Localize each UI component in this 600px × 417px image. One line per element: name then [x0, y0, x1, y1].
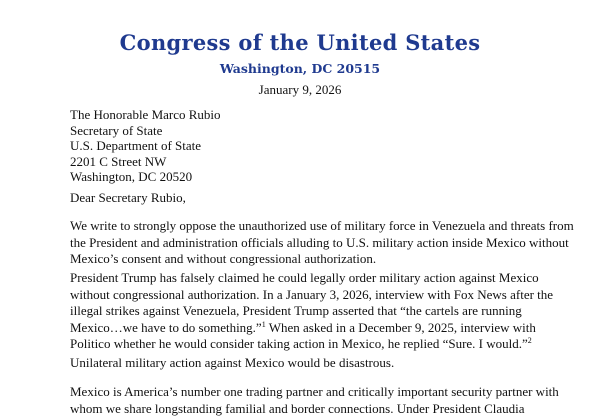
- letterhead-title: Congress of the United States: [0, 30, 600, 55]
- paragraph-line: [70, 320, 570, 337]
- footnote-ref-1[interactable]: 1: [262, 320, 266, 329]
- paragraph-line: Mexico’s consent and without congressional authorization.: [70, 251, 570, 268]
- paragraph-4: [70, 384, 570, 417]
- recipient-line: Washington, DC 20520: [70, 169, 221, 185]
- paragraph-line: President Trump has falsely claimed he could legally order military action against Mexico: [70, 270, 570, 287]
- paragraph-2: [70, 270, 570, 353]
- text-fragment: Politico whether he would consider taking action in Mexico, he replied “Sure. I would.”: [70, 336, 528, 351]
- paragraph-line: [70, 336, 570, 353]
- paragraph-1: [70, 218, 570, 268]
- paragraph-line: We write to strongly oppose the unauthorized use of military force in Venezuela and threats from: [70, 218, 570, 235]
- recipient-line: The Honorable Marco Rubio: [70, 107, 221, 123]
- paragraph-line: Mexico is America’s number one trading partner and critically important security partner with: [70, 384, 570, 401]
- recipient-line: 2201 C Street NW: [70, 154, 221, 170]
- paragraph-line: whom we share longstanding familial and border connections. Under President Claudia: [70, 401, 570, 417]
- letterhead-location: Washington, DC 20515: [0, 61, 600, 76]
- paragraph-line: the President and administration officials alluding to U.S. military action inside Mexico without: [70, 235, 570, 252]
- recipient-line: U.S. Department of State: [70, 138, 221, 154]
- paragraph-line: illegal strikes against Venezuela, President Trump asserted that “the cartels are running: [70, 303, 570, 320]
- recipient-address: [70, 107, 221, 185]
- text-fragment: Mexico…we have to do something.”: [70, 320, 262, 335]
- paragraph-3: Unilateral military action against Mexico would be disastrous.: [70, 355, 570, 372]
- recipient-line: Secretary of State: [70, 123, 221, 139]
- salutation: Dear Secretary Rubio,: [70, 190, 186, 206]
- footnote-ref-2[interactable]: 2: [528, 336, 532, 345]
- text-fragment: When asked in a December 9, 2025, interview with: [266, 320, 536, 335]
- paragraph-line: without congressional authorization. In a January 3, 2026, interview with Fox News after the: [70, 287, 570, 304]
- letter-date: January 9, 2026: [0, 82, 600, 98]
